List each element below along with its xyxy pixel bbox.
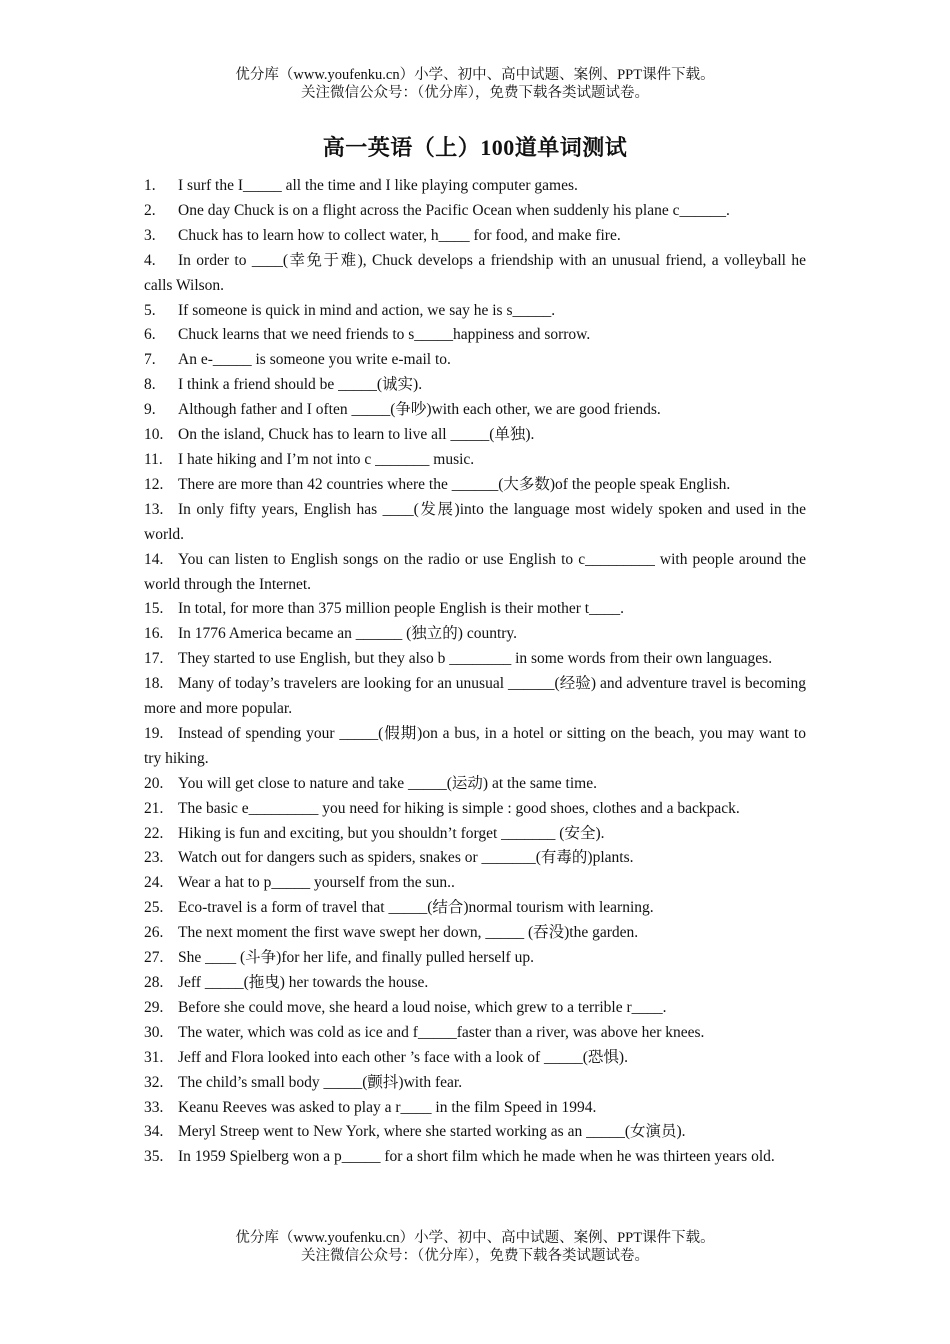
question-text: Jeff _____(拖曳) her towards the house. <box>178 974 429 991</box>
question-number: 19. <box>144 724 164 742</box>
question-item <box>144 224 806 249</box>
footer-line-1: 优分库（www.youfenku.cn）小学、初中、高中试题、案例、PPT课件下载。 <box>235 1230 715 1246</box>
question-item <box>144 423 806 448</box>
question-number: 9. <box>144 401 156 419</box>
question-item <box>144 797 806 822</box>
question-number: 33. <box>144 1098 164 1116</box>
question-text: Chuck learns that we need friends to s_____happiness and sorrow. <box>178 326 591 344</box>
question-item <box>144 896 806 921</box>
question-number: 24. <box>144 874 164 892</box>
question-text: The basic e_________ you need for hiking is simple : good shoes, clothes and a backpack. <box>178 799 740 817</box>
question-text: In 1776 America became an ______ (独立的) country. <box>178 625 518 643</box>
question-text: They started to use English, but they also b ________ in some words from their own languages. <box>178 650 773 668</box>
question-number: 15. <box>144 600 164 618</box>
question-list <box>144 174 806 1170</box>
question-text: Wear a hat to p_____ yourself from the sun.. <box>178 874 455 892</box>
question-number: 34. <box>144 1123 164 1141</box>
question-text: On the island, Chuck has to learn to live all _____(单独). <box>178 426 535 444</box>
question-number: 20. <box>144 774 164 792</box>
question-text: Eco-travel is a form of travel that _____(结合)normal tourism with learning. <box>178 899 654 917</box>
question-number: 10. <box>144 426 164 444</box>
question-number: 28. <box>144 974 164 991</box>
question-item <box>144 622 806 647</box>
question-text: The next moment the first wave swept her down, _____ (吞没)the garden. <box>178 924 639 942</box>
question-item <box>144 498 806 548</box>
question-text: There are more than 42 countries where the ______(大多数)of the people speak English. <box>178 475 731 493</box>
question-number: 17. <box>144 650 164 668</box>
question-item <box>144 921 806 946</box>
page-header <box>0 66 950 102</box>
question-item <box>144 448 806 473</box>
question-number: 23. <box>144 849 164 867</box>
footer-line-2: 关注微信公众号：（优分库），免费下载各类试题试卷。 <box>301 1248 649 1264</box>
header-line-1: 优分库（www.youfenku.cn）小学、初中、高中试题、案例、PPT课件下载。 <box>235 67 715 83</box>
question-text: Instead of spending your _____(假期)on a bus, in a hotel or sitting on the beach, you may want to try hiking. <box>144 724 806 767</box>
question-text: If someone is quick in mind and action, we say he is s_____. <box>178 301 556 319</box>
question-number: 22. <box>144 824 164 842</box>
question-number: 6. <box>144 326 156 344</box>
question-item <box>144 946 806 971</box>
question-text: I think a friend should be _____(诚实). <box>178 376 423 394</box>
question-number: 12. <box>144 475 164 493</box>
question-item <box>144 846 806 871</box>
question-text: She ____ (斗争)for her life, and finally pulled herself up. <box>178 949 534 967</box>
question-item <box>144 996 806 1021</box>
question-text: One day Chuck is on a flight across the Pacific Ocean when suddenly his plane c______. <box>178 201 730 219</box>
question-text: In only fifty years, English has ____(发展)into the language most widely spoken and used in the world. <box>144 500 806 543</box>
question-text: The water, which was cold as ice and f_____faster than a river, was above her knees. <box>178 1023 705 1041</box>
question-text: Chuck has to learn how to collect water, h____ for food, and make fire. <box>178 226 621 244</box>
question-text: In 1959 Spielberg won a p_____ for a short film which he made when he was thirteen years old. <box>178 1148 775 1166</box>
question-number: 30. <box>144 1023 164 1041</box>
question-item <box>144 971 806 996</box>
question-item <box>144 822 806 847</box>
question-item <box>144 1021 806 1046</box>
question-number: 29. <box>144 998 164 1016</box>
question-number: 7. <box>144 351 156 369</box>
question-number: 5. <box>144 301 156 319</box>
header-line-2: 关注微信公众号：（优分库），免费下载各类试题试卷。 <box>301 85 649 101</box>
question-item <box>144 398 806 423</box>
question-item <box>144 348 806 373</box>
question-text: Watch out for dangers such as spiders, snakes or _______(有毒的)plants. <box>178 849 634 867</box>
question-item <box>144 249 806 299</box>
question-number: 21. <box>144 799 164 817</box>
question-text: An e-_____ is someone you write e-mail to. <box>178 351 451 369</box>
question-text: The child’s small body _____(颤抖)with fear. <box>178 1073 463 1091</box>
question-number: 2. <box>144 201 156 219</box>
question-number: 26. <box>144 924 164 942</box>
question-item <box>144 722 806 772</box>
question-item <box>144 871 806 896</box>
question-number: 14. <box>144 550 164 568</box>
question-text: Before she could move, she heard a loud noise, which grew to a terrible r____. <box>178 998 667 1016</box>
question-item <box>144 1071 806 1096</box>
question-text: Although father and I often _____(争吵)with each other, we are good friends. <box>178 401 661 419</box>
question-item <box>144 373 806 398</box>
question-number: 27. <box>144 949 164 967</box>
question-item <box>144 1145 806 1170</box>
question-number: 16. <box>144 625 164 643</box>
page-footer <box>0 1229 950 1265</box>
question-text: You can listen to English songs on the radio or use English to c_________ with people around the world through the Internet. <box>144 550 806 593</box>
question-number: 35. <box>144 1148 164 1166</box>
question-number: 4. <box>144 251 156 269</box>
question-text: I hate hiking and I’m not into c _______ music. <box>178 450 475 468</box>
question-item <box>144 672 806 722</box>
question-text: Keanu Reeves was asked to play a r____ in the film Speed in 1994. <box>178 1098 597 1116</box>
question-item <box>144 174 806 199</box>
question-number: 1. <box>144 177 156 194</box>
question-number: 32. <box>144 1073 164 1091</box>
question-text: You will get close to nature and take _____(运动) at the same time. <box>178 774 597 792</box>
question-item <box>144 299 806 324</box>
question-item <box>144 548 806 598</box>
question-text: Hiking is fun and exciting, but you shouldn’t forget _______ (安全). <box>178 824 605 842</box>
question-item <box>144 473 806 498</box>
question-number: 8. <box>144 376 156 394</box>
question-item <box>144 323 806 348</box>
question-number: 31. <box>144 1048 164 1066</box>
question-text: In order to ____(幸免于难), Chuck develops a friendship with an unusual friend, a volleyball he calls Wilson. <box>144 251 806 294</box>
question-item <box>144 1120 806 1145</box>
question-number: 13. <box>144 500 164 518</box>
page-title: 高一英语（上）100道单词测试 <box>322 135 628 160</box>
question-item <box>144 1096 806 1121</box>
question-number: 25. <box>144 899 164 917</box>
question-item <box>144 772 806 797</box>
question-item <box>144 597 806 622</box>
question-item <box>144 199 806 224</box>
question-text: Meryl Streep went to New York, where she started working as an _____(女演员). <box>178 1123 686 1141</box>
question-item <box>144 647 806 672</box>
question-number: 18. <box>144 675 164 693</box>
question-text: In total, for more than 375 million people English is their mother t____. <box>178 600 624 618</box>
question-number: 11. <box>144 450 163 468</box>
question-text: Many of today’s travelers are looking for an unusual ______(经验) and adventure travel is becoming more and more popular. <box>144 675 806 718</box>
question-text: Jeff and Flora looked into each other ’s face with a look of _____(恐惧). <box>178 1048 628 1066</box>
question-text: I surf the I_____ all the time and I like playing computer games. <box>178 177 578 194</box>
question-number: 3. <box>144 226 156 244</box>
question-item <box>144 1046 806 1071</box>
